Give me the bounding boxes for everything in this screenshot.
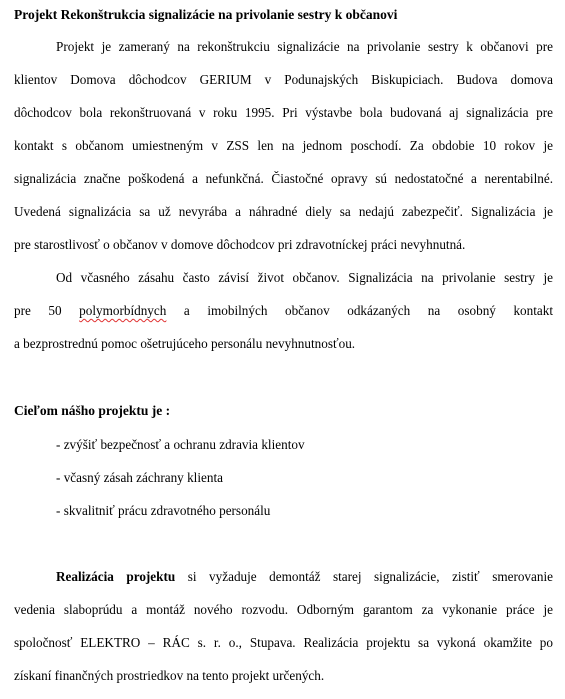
paragraph-line: získaní finančných prostriedkov na tento projekt určených. [14, 668, 325, 683]
paragraph-line [14, 567, 553, 600]
paragraph-line: signalizácia značne poškodená a nefunkčná. Čiastočné opravy sú nedostatočné a nerentabilné. [14, 171, 553, 186]
paragraph-line: vedenia slaboprúdu a montáž nového rozvodu. Odborným garantom za vykonanie práce je [14, 602, 553, 617]
paragraph-line: klientov Domova dôchodcov GERIUM v Podunajských Biskupiciach. Budova domova [14, 72, 553, 87]
goals-heading: Cieľom nášho projektu je : [14, 403, 171, 418]
paragraph-line: kontakt s občanom umiestneným v ZSS len na jednom poschodí. Za obdobie 10 rokov je [14, 138, 553, 153]
paragraph-line [14, 301, 553, 334]
paragraph-line: Uvedená signalizácia sa už nevyrába a náhradné diely sa nedajú zabezpečiť. Signalizácia je [14, 204, 553, 219]
text-run: si vyžaduje demontáž starej signalizácie, zistiť smerovanie [175, 569, 553, 584]
bold-lead: Realizácia projektu [56, 569, 176, 584]
paragraph-line: pre starostlivosť o občanov v domove dôchodcov pri zdravotníckej práci nevyhnutná. [14, 237, 466, 252]
document-title: Projekt Rekonštrukcia signalizácie na privolanie sestry k občanovi [14, 7, 398, 22]
paragraph-intro [14, 37, 553, 268]
list-item: - zvýšiť bezpečnosť a ochranu zdravia klientov [56, 437, 305, 452]
paragraph-line: Od včasného zásahu často závisí život občanov. Signalizácia na privolanie sestry je [56, 270, 553, 285]
text-run: pre 50 [14, 303, 80, 318]
paragraph-line: Projekt je zameraný na rekonštrukciu signalizácie na privolanie sestry k občanovi pre [56, 39, 553, 54]
paragraph-line: dôchodcov bola rekonštruovaná v roku 1995. Pri výstavbe bola budovaná aj signalizácia pre [14, 105, 553, 120]
paragraph-urgency [14, 268, 553, 367]
paragraph-realization [14, 567, 553, 699]
list-item: - skvalitniť prácu zdravotného personálu [56, 503, 271, 518]
paragraph-line: spoločnosť ELEKTRO – RÁC s. r. o., Stupava. Realizácia projektu sa vykoná okamžite po [14, 635, 553, 650]
misspelled-word: polymorbídnych [79, 303, 167, 318]
list-item: - včasný zásah záchrany klienta [56, 470, 223, 485]
paragraph-line: a bezprostrednú pomoc ošetrujúceho personálu nevyhnutnosťou. [14, 336, 356, 351]
text-run: a imobilných občanov odkázaných na osobný kontakt [166, 303, 554, 318]
goals-list [56, 435, 305, 534]
